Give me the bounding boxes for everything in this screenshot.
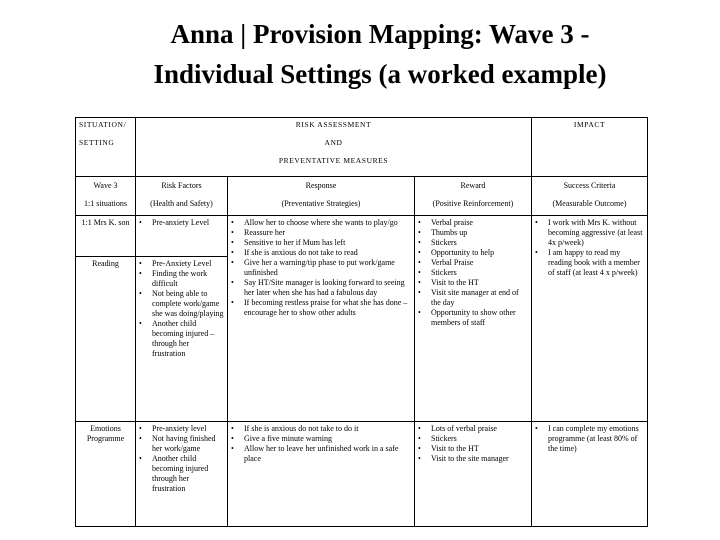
row-response xyxy=(228,422,415,527)
row-success-criteria xyxy=(532,422,648,527)
list-item: • Thumbs up xyxy=(418,228,468,237)
list-item: • If she is anxious do not take to do it xyxy=(231,424,359,433)
row-reward xyxy=(415,422,532,527)
header-impact: IMPACT xyxy=(532,118,648,177)
table-row xyxy=(76,216,648,257)
table-row xyxy=(76,422,648,527)
list-item: • If she is anxious do not take to read xyxy=(231,248,358,257)
row-situation: 1:1 Mrs K. son xyxy=(76,216,136,257)
header-situation: SITUATION/ SETTING xyxy=(76,118,136,177)
row-risk-factors xyxy=(136,216,228,257)
list-item: • Allow her to choose where she wants to play/go xyxy=(231,218,398,227)
subheader-wave: Wave 3 1:1 situations xyxy=(76,177,136,216)
list-item: • Verbal Praise xyxy=(418,258,474,267)
row-risk-factors xyxy=(136,257,228,422)
list-item: • Pre-anxiety Level xyxy=(139,218,210,227)
page-title xyxy=(0,14,720,94)
row-reward xyxy=(415,216,532,422)
subheader-row xyxy=(76,177,648,216)
subheader-success-criteria: Success Criteria (Measurable Outcome) xyxy=(532,177,648,216)
list-item: • Pre-anxiety level xyxy=(139,424,207,433)
list-item: • Allow her to leave her unfinished work in a safe place xyxy=(231,444,399,463)
list-item: • Give her a warning/tip phase to put work/game unfinished xyxy=(231,258,395,277)
header-risk-assessment: RISK ASSESSMENT AND PREVENTATIVE MEASURES xyxy=(136,118,532,177)
provision-map-table xyxy=(75,117,648,527)
list-item: • Another child becoming injured through her frustration xyxy=(139,454,209,493)
row-situation: Emotions Programme xyxy=(76,422,136,527)
list-item: • Opportunity to help xyxy=(418,248,495,257)
subheader-response: Response (Preventative Strategies) xyxy=(228,177,415,216)
row-response xyxy=(228,216,415,422)
list-item: • Stickers xyxy=(418,268,457,277)
subheader-reward: Reward (Positive Reinforcement) xyxy=(415,177,532,216)
list-item: • Lots of verbal praise xyxy=(418,424,497,433)
title-line-2: Individual Settings (a worked example) xyxy=(153,59,607,89)
list-item: • Stickers xyxy=(418,434,457,443)
list-item: • Say HT/Site manager is looking forward to seeing her later when she has had a fabulous day xyxy=(231,278,405,297)
title-line-1: Anna | Provision Mapping: Wave 3 - xyxy=(170,19,590,49)
list-item: • Opportunity to show other members of staff xyxy=(418,308,516,327)
list-item: • Verbal praise xyxy=(418,218,473,227)
list-item: • Finding the work difficult xyxy=(139,269,208,288)
list-item: • Sensitive to her if Mum has left xyxy=(231,238,346,247)
list-item: • If becoming restless praise for what she has done – encourage her to show other adults xyxy=(231,298,408,317)
row-situation: Reading xyxy=(76,257,136,422)
list-item: • Not having finished her work/game xyxy=(139,434,216,453)
list-item: • Another child becoming injured – through her frustration xyxy=(139,319,215,358)
list-item: • Visit site manager at end of the day xyxy=(418,288,519,307)
list-item: • Give a five minute warning xyxy=(231,434,332,443)
list-item: • Pre-Anxiety Level xyxy=(139,259,212,268)
row-success-criteria xyxy=(532,216,648,422)
list-item: • Visit to the HT xyxy=(418,444,479,453)
header-row xyxy=(76,118,648,177)
list-item: • I work with Mrs K. without becoming aggressive (at least 4x p/week) xyxy=(535,218,643,247)
list-item: • I am happy to read my reading book with a member of staff (at least 4 x p/week) xyxy=(535,248,640,277)
row-risk-factors xyxy=(136,422,228,527)
list-item: • Visit to the HT xyxy=(418,278,479,287)
list-item: • Stickers xyxy=(418,238,457,247)
list-item: • Visit to the site manager xyxy=(418,454,509,463)
list-item: • Not being able to complete work/game she was doing/playing xyxy=(139,289,224,318)
list-item: • I can complete my emotions programme (at least 80% of the time) xyxy=(535,424,639,453)
list-item: • Reassure her xyxy=(231,228,286,237)
subheader-risk-factors: Risk Factors (Health and Safety) xyxy=(136,177,228,216)
